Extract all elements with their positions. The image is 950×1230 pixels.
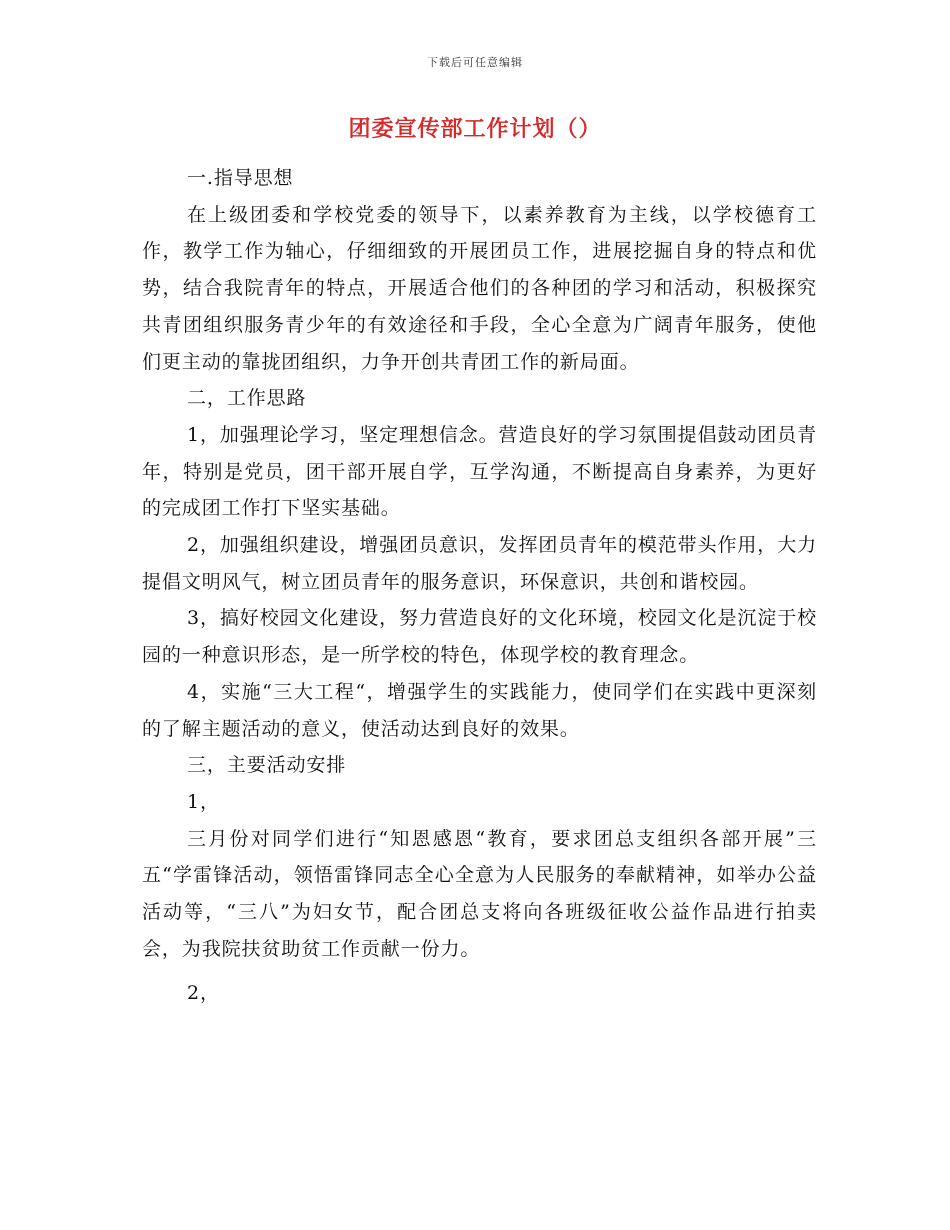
section-heading-main-activities: 三，主要活动安排 <box>187 754 347 777</box>
document-title: 团委宣传部工作计划（） <box>348 116 602 142</box>
activity-item-number-1: 1， <box>187 790 220 813</box>
document-body <box>142 160 817 1012</box>
activity-item-text-1: 三月份对同学们进行“知恩感恩“教育，要求团总支组织各部开展”三五“学雷锋活动，领悟雷锋同志全心全意为人民服务的奉献精神，如举办公益活动等，“三八”为妇女节，配合团总支将向各班级征收公益作品进行拍卖会，为我院扶贫助贫工作贡献一份力。 <box>142 827 817 960</box>
list-item-work-approach-4: 4，实施“三大工程“，增强学生的实践能力，使同学们在实践中更深刻的了解主题活动的意义，使活动达到良好的效果。 <box>142 680 817 740</box>
paragraph-guiding-ideology: 在上级团委和学校党委的领导下，以素养教育为主线，以学校德育工作，教学工作为轴心，仔细细致的开展团员工作，进展挖掘自身的特点和优势，结合我院青年的特点，开展适合他们的各种团的学习和活动，积极探究共青团组织服务青少年的有效途径和手段，全心全意为广阔青年服务，使他们更主动的靠拢团组织，力争开创共青团工作的新局面。 <box>142 203 817 373</box>
list-item-work-approach-2: 2，加强组织建设，增强团员意识，发挥团员青年的模范带头作用，大力提倡文明风气，树立团员青年的服务意识，环保意识，共创和谐校园。 <box>142 534 817 593</box>
section-heading-work-approach: 二，工作思路 <box>187 387 307 410</box>
list-item-work-approach-1: 1，加强理论学习，坚定理想信念。营造良好的学习氛围提倡鼓动团员青年，特别是党员，团干部开展自学，互学沟通，不断提高自身素养，为更好的完成团工作打下坚实基础。 <box>142 423 817 520</box>
page-header-note: 下载后可任意编辑 <box>427 56 523 69</box>
list-item-work-approach-3: 3，搞好校园文化建设，努力营造良好的文化环境，校园文化是沉淀于校园的一种意识形态，是一所学校的特色，体现学校的教育理念。 <box>142 607 817 667</box>
activity-item-number-2: 2， <box>187 982 220 1005</box>
section-heading-guiding-ideology: 一.指导思想 <box>187 167 294 189</box>
